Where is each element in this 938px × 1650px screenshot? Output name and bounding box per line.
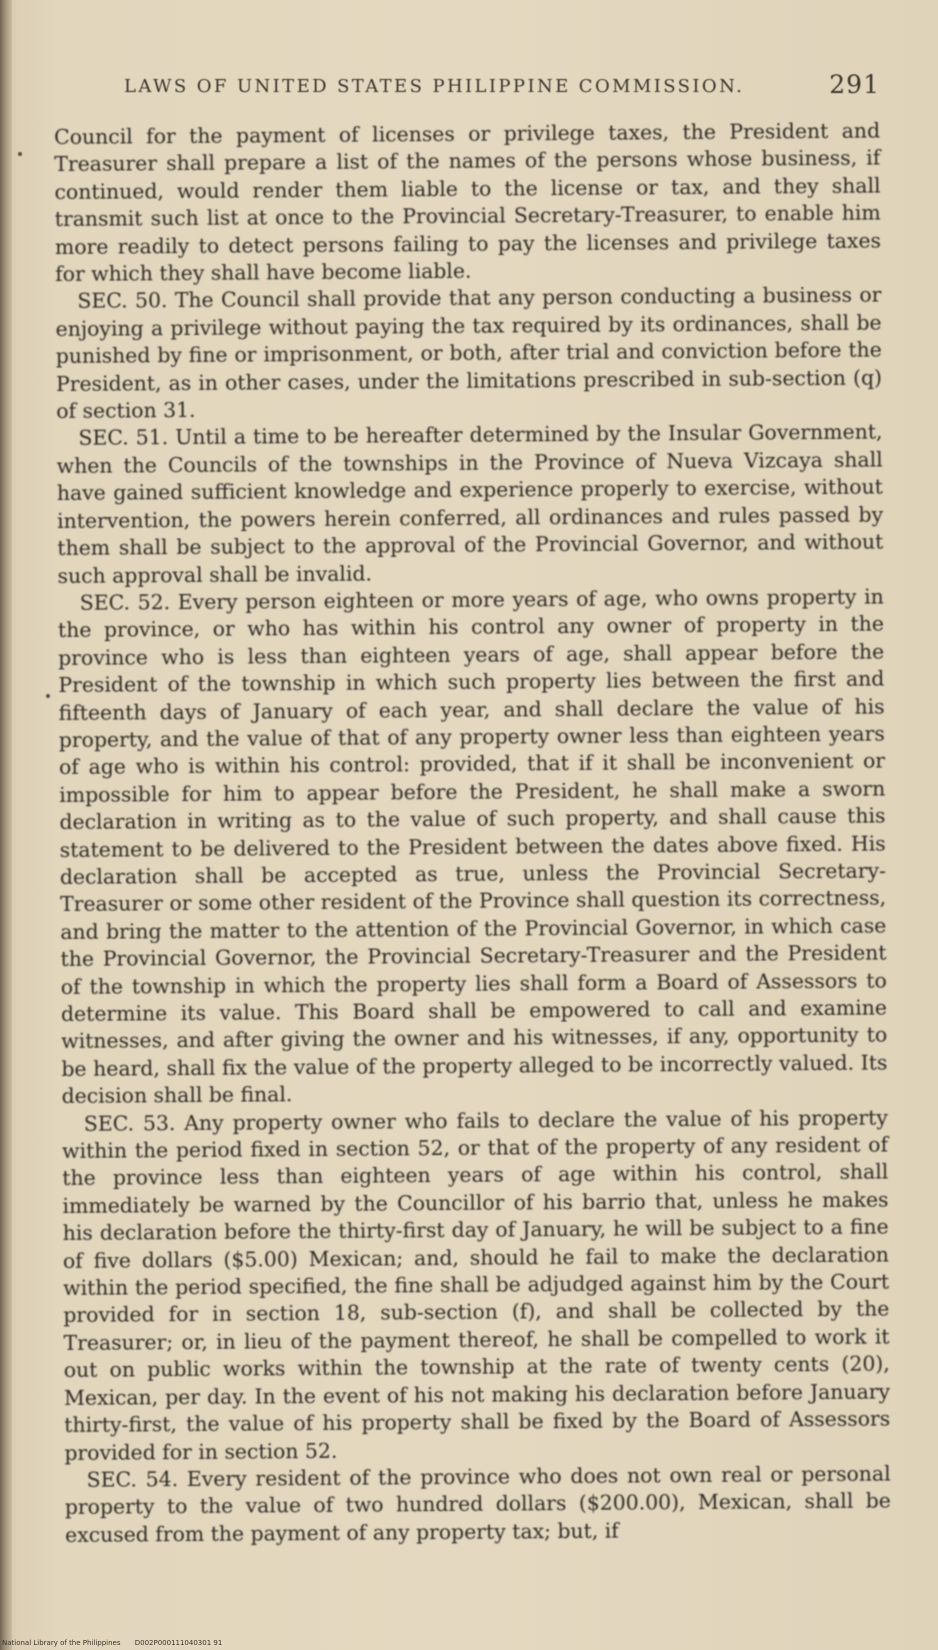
paragraph-sec-51: SEC. 51. Until a time to be hereafter determined by the Insular Government, when the Councils of the townships in the Province of Nueva Vizcaya shall have gained sufficient knowledge and experience properly to exercise, without intervention, the powers herein conferred, all ordinances and rules passed by them shall be subject to the approval of the Provincial Governor, and without such approval shall be invalid. (56, 419, 884, 588)
footer-code: D002P000111040301 91 (134, 1639, 223, 1647)
margin-mark (46, 694, 50, 698)
paragraph-sec-53: SEC. 53. Any property owner who fails to declare the value of his property within the period fixed in section 52, or that of the property of any resident of the province less than eighteen years of age within his control, shall immediately be warned by the Councillor of his barrio that, unless he makes his declaration before the thirty-first day of January, he will be subject to a fine of five dollars ($5.00) Mexican; and, should he fail to make the declaration within the period specified, the fine shall be adjudged against him by the Court provided for in section 18, sub-section (f), and shall be collected by the Treasurer; or, in lieu of the payment thereof, he shall be compelled to work it out on public works within the township at the rate of twenty cents (20), Mexican, per day. In the event of his not making his declaration before January thirty-first, the value of his property shall be fixed by the Board of Assessors provided for in section 52. (61, 1105, 891, 1465)
margin-mark (18, 152, 22, 156)
body-text (54, 118, 891, 1550)
scan-footer (2, 1639, 234, 1647)
footer-library: National Library of the Philippines (2, 1639, 121, 1647)
paragraph-sec-50: SEC. 50. The Council shall provide that any person conducting a business or enjoying a privilege without paying the tax required by its ordinances, shall be punished by fine or imprisonment, or both, after trial and conviction before the President, as in other cases, under the limitations prescribed in sub-section (q) of section 31. (55, 282, 883, 424)
page-header (110, 70, 880, 110)
paragraph-sec-54: SEC. 54. Every resident of the province who does not own real or personal property to the value of two hundred dollars ($200.00), Mexican, shall be excused from the payment of any property tax; but, if (64, 1461, 891, 1547)
page-binding-edge (0, 0, 12, 1650)
paragraph-council-licenses: Council for the payment of licenses or privilege taxes, the President and Treasurer shall prepare a list of the names of the persons whose business, if continued, would render them liable to the license or tax, and they shall transmit such list at once to the Provincial Secretary-Treasurer, to enable him more readily to detect persons failing to pay the licenses and privilege taxes for which they shall have become liable. (54, 118, 882, 287)
paragraph-sec-52: SEC. 52. Every person eighteen or more years of age, who owns property in the province, or who has within his control any owner of property in the province who is less than eighteen years of age, shall appear before the President of the township in which such property lies between the first and fifteenth days of January of each year, and shall declare the value of his property, and the value of that of any property owner less than eighteen years of age who is within his control: provided, that if it shall be inconvenient or impossible for him to appear before the President, he shall make a sworn declaration in writing as to the value of such property, and shall cause this statement to be delivered to the President between the dates above fixed. His declaration shall be accepted as true, unless the Provincial Secretary-Treasurer or some other resident of the Province shall question its correctness, and bring the matter to the attention of the Provincial Governor, in which case the Provincial Governor, the Provincial Secretary-Treasurer and the President of the township in which the property lies shall form a Board of Assessors to determine its value. This Board shall be empowered to call and examine witnesses, and after giving the owner and his witnesses, if any, opportunity to be heard, shall fix the value of the property alleged to be incorrectly valued. Its decision shall be final. (57, 584, 888, 1109)
page-number: 291 (829, 70, 880, 99)
running-head: LAWS OF UNITED STATES PHILIPPINE COMMISSION. (124, 76, 745, 97)
